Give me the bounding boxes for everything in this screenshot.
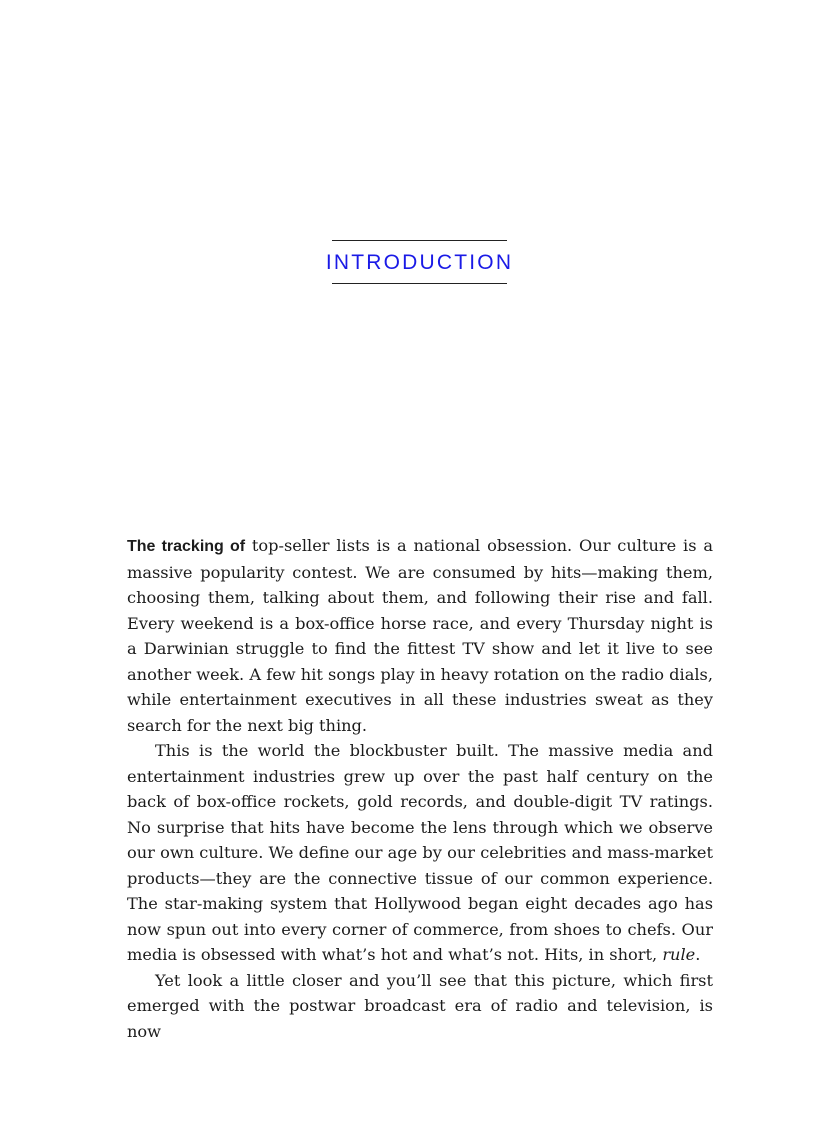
emphasis-rule: rule [662, 945, 696, 964]
paragraph-2-end: . [695, 945, 701, 964]
body-text [127, 533, 713, 1044]
lead-in-text: The tracking of [127, 538, 246, 555]
paragraph-1 [127, 533, 713, 738]
chapter-title: INTRODUCTION [325, 250, 514, 274]
chapter-heading [325, 240, 514, 284]
paragraph-3-text: Yet look a little closer and you’ll see that this picture, which first emerged with the postwar broadcast era of radio and television, is now [127, 970, 713, 1041]
paragraph-2-text: This is the world the blockbuster built. The massive media and entertainment industries grew up over the past half century on the back of box-office rockets, gold records, and double-digit TV ratings. No surprise that hits have become the lens through which we observe our own culture. We define our age by our celebrities and mass-market products—they are the connective tissue of our common experience. The star-making system that Hollywood began eight decades ago has now spun out into every corner of commerce, from shoes to chefs. Our media is obsessed with what’s hot and what’s not. Hits, in short, [127, 741, 713, 964]
paragraph-1-text: top-seller lists is a national obsession. Our culture is a massive popularity contest. We are consumed by hits—making them, choosing them, talking about them, and following their rise and fall. Every weekend is a box-office horse race, and every Thursday night is a Darwinian struggle to find the fittest TV show and let it live to see another week. A few hit songs play in heavy rotation on the radio dials, while entertainment executives in all these industries sweat as they search for the next big thing. [127, 536, 713, 735]
paragraph-3 [127, 968, 713, 1045]
paragraph-2 [127, 738, 713, 968]
